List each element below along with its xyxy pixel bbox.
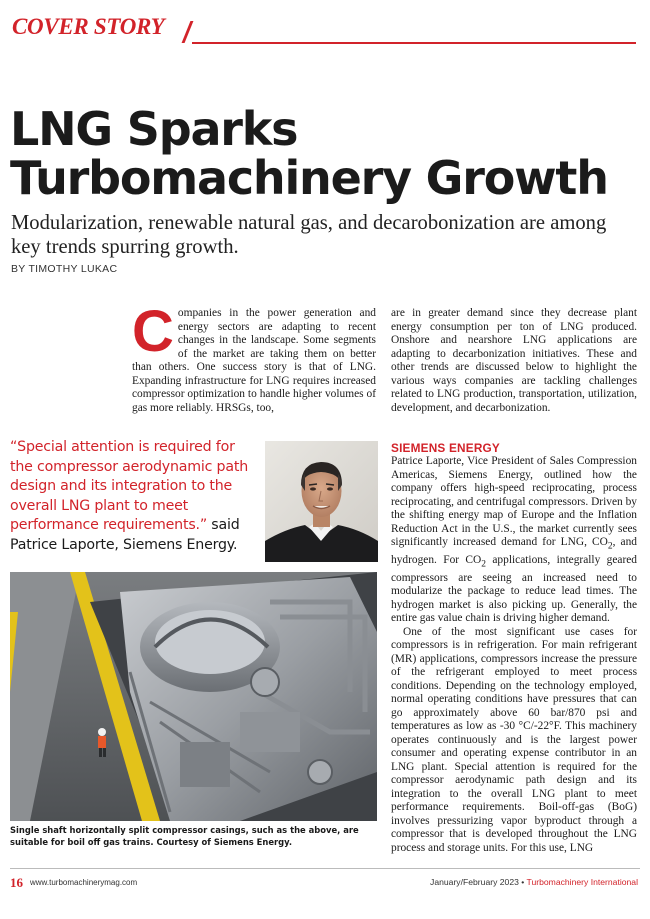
drop-cap: C bbox=[132, 299, 174, 364]
deck-line-2: key trends spurring growth. bbox=[11, 236, 239, 258]
photo-caption: Single shaft horizontally split compressor casings, such as the above, are suitable for boil off gas trains. Courtesy of Siemens Energy. bbox=[10, 825, 359, 847]
footer-issue-info bbox=[430, 877, 638, 887]
footer-bullet: • bbox=[521, 877, 525, 887]
compressor-photo bbox=[10, 572, 377, 821]
section-label: COVER STORY bbox=[12, 14, 165, 39]
intro-column-1 bbox=[132, 299, 376, 415]
subhead-siemens-energy: SIEMENS ENERGY bbox=[391, 441, 500, 455]
intro-column-2: are in greater demand since they decrease plant energy consumption per ton of LNG produced. Onshore and nearshore LNG applications are adapting to decarbonization initiatives. These and other trends are discussed below to highlight the various ways companies are tackling challenges related to LNG production, transportation, utilization, development, and decarbonization. bbox=[391, 307, 637, 414]
pull-quote-text: “Special attention is required for the compressor aerodynamic path design and its integration to the overall LNG plant to meet performance requirements.” bbox=[10, 439, 248, 533]
byline: BY TIMOTHY LUKAC bbox=[11, 263, 118, 275]
page-number: 16 bbox=[10, 875, 23, 890]
pull-quote-attribution: said Patrice Laporte, Siemens Energy. bbox=[10, 517, 240, 553]
pull-quote bbox=[10, 438, 260, 555]
title-line-2: Turbomachinery Growth bbox=[10, 151, 608, 205]
magazine-name: Turbomachinery International bbox=[526, 877, 638, 887]
title-line-1: LNG Sparks bbox=[10, 102, 298, 156]
portrait-photo bbox=[265, 441, 378, 562]
article-title bbox=[10, 102, 640, 205]
issue-date: January/February 2023 bbox=[430, 877, 519, 887]
footer-url[interactable]: www.turbomachinerymag.com bbox=[30, 878, 138, 887]
paragraph-2: One of the most significant use cases for compressors is in refrigeration. For main refrigerant (MR) applications, compressors increase the pressure of the refrigerant employed to meet process conditions. Depending on the technology employed, normal operating conditions have pressures that can go approximately above 60 bar/870 psi and temperatures as low as -30 °C/-22°F. This machinery operates continuously and is the largest power consumer and operating expense contributor in an LNG plant. Special attention is required for the compressor aerodynamic path design and its integration to the overall LNG plant to meet performance requirements. Boil-off-gas (BoG) involves pressurizing vapor byproduct through a compressor that is developed throughout the LNG process and storage units. For this use, LNG bbox=[391, 625, 637, 854]
paragraph-1: Patrice Laporte, Vice President of Sales Compression Americas, Siemens Energy, outlined how the company offers high-speed reciprocating, process reciprocating, and centrifugal compressors. Driven by the shifting energy map of Europe and the Inflation Reduction Act in the U.S., the market currently sees significantly increased demand for LNG, $CO_2$, and hydrogen. For $CO_2$ applications, integrally geared compressors are seeing an increased need to modularize the package to reduce lead times. The hydrogen market is also picking up. Generally, the entire gas value chain is driving higher demand. bbox=[391, 455, 637, 625]
intro-text-1: ompanies in the power generation and energy sectors are adapting to recent changes in the landscape. Some segments of the market are taking them on better than others. One success story is that of LNG. Expanding infrastructure for LNG requires increased compressor optimization to handle higher volumes of gas more reliably. HRSGs, too, bbox=[132, 307, 376, 414]
header-decoration bbox=[176, 17, 636, 47]
body-column-3 bbox=[391, 441, 637, 855]
article-deck bbox=[11, 211, 641, 259]
deck-line-1: Modularization, renewable natural gas, and decarobonization are among bbox=[11, 212, 607, 234]
footer-rule bbox=[10, 868, 640, 869]
